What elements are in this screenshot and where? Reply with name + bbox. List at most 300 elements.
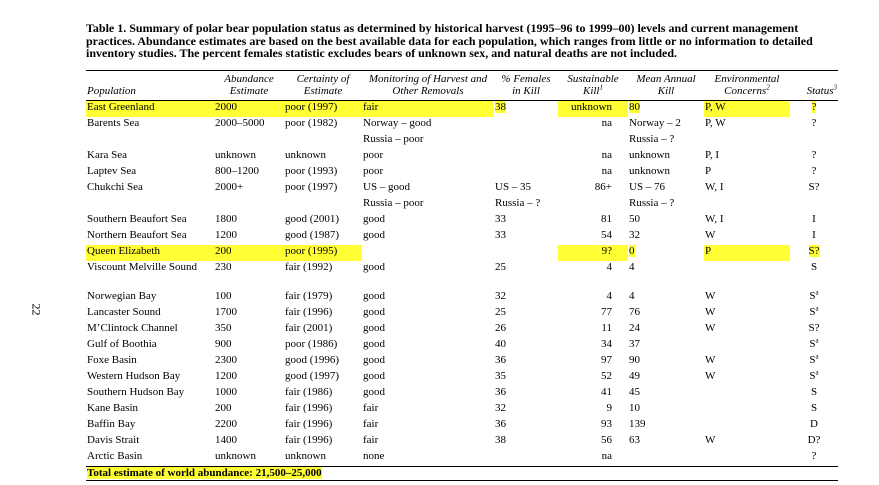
mean-kill-cell xyxy=(628,434,704,450)
monitoring-cell-text: Norway – good xyxy=(363,117,432,129)
header-status: Status$^3$ xyxy=(790,71,838,101)
certainty-cell-text: fair (1996) xyxy=(285,434,333,446)
population-cell-text: Viscount Melville Sound xyxy=(87,261,197,273)
sustainable-cell xyxy=(558,213,628,229)
status-cell xyxy=(790,370,838,386)
status-cell-text: I xyxy=(812,213,816,225)
mean-kill-cell-text: 24 xyxy=(629,322,640,334)
mean-kill-cell-text: 37 xyxy=(629,338,640,350)
sustainable-cell-text: 9? xyxy=(601,245,612,257)
environmental-cell-text: W xyxy=(705,322,716,334)
mean-kill-cell-text: unknown xyxy=(629,165,670,177)
header-certainty: Certainty of Estimate xyxy=(284,71,362,101)
certainty-cell xyxy=(284,229,362,245)
table-row xyxy=(86,402,838,418)
females-cell xyxy=(494,213,558,229)
table-row xyxy=(86,386,838,402)
population-cell xyxy=(86,386,214,402)
sustainable-cell-text: 34 xyxy=(601,338,612,350)
environmental-cell xyxy=(704,306,790,322)
abundance-cell xyxy=(214,133,284,149)
status-cell xyxy=(790,149,838,165)
table-row xyxy=(86,418,838,434)
sustainable-cell-text: na xyxy=(601,450,612,462)
population-cell-text: M’Clintock Channel xyxy=(87,322,178,334)
certainty-cell xyxy=(284,165,362,181)
abundance-cell xyxy=(214,322,284,338)
page-number: 22 xyxy=(29,303,44,316)
status-cell-text: ? xyxy=(811,450,817,462)
sustainable-cell xyxy=(558,370,628,386)
mean-kill-cell-text: 4 xyxy=(629,261,635,273)
abundance-cell-text: 1000 xyxy=(215,386,237,398)
population-cell-text: Western Hudson Bay xyxy=(87,370,181,382)
sustainable-cell xyxy=(558,165,628,181)
table-row xyxy=(86,181,838,197)
females-cell xyxy=(494,290,558,306)
table-row xyxy=(86,213,838,229)
females-cell xyxy=(494,245,558,261)
environmental-cell-text: P xyxy=(705,165,712,177)
status-cell xyxy=(790,434,838,450)
status-footnote-mark: a xyxy=(815,368,819,377)
females-cell xyxy=(494,338,558,354)
abundance-cell xyxy=(214,197,284,213)
header-population: Population xyxy=(86,71,214,101)
females-cell-text: 26 xyxy=(495,322,506,334)
abundance-cell-text: 2000 xyxy=(215,101,237,113)
environmental-cell-text: P, W xyxy=(705,117,726,129)
header-females: % Females in Kill xyxy=(494,71,558,101)
abundance-cell-text: 1800 xyxy=(215,213,237,225)
mean-kill-cell xyxy=(628,402,704,418)
status-cell-text: S? xyxy=(808,245,820,257)
sustainable-cell-text: 77 xyxy=(601,306,612,318)
monitoring-cell-text: Russia – poor xyxy=(363,197,424,209)
certainty-cell xyxy=(284,181,362,197)
table-row xyxy=(86,338,838,354)
monitoring-cell-text: US – good xyxy=(363,181,411,193)
mean-kill-cell-text: Russia – ? xyxy=(629,133,675,145)
environmental-cell xyxy=(704,101,790,118)
status-footnote-mark: a xyxy=(815,304,819,313)
status-cell-text: S xyxy=(809,354,816,366)
abundance-cell-text: 1700 xyxy=(215,306,237,318)
sustainable-cell xyxy=(558,181,628,197)
environmental-cell xyxy=(704,434,790,450)
population-cell-text: Lancaster Sound xyxy=(87,306,161,318)
certainty-cell-text: good (1996) xyxy=(285,354,340,366)
certainty-cell-text: good (1997) xyxy=(285,370,340,382)
mean-kill-cell xyxy=(628,245,704,261)
certainty-cell-text: fair (1996) xyxy=(285,306,333,318)
monitoring-cell xyxy=(362,370,494,386)
population-cell-text: Laptev Sea xyxy=(87,165,137,177)
sustainable-cell xyxy=(558,338,628,354)
monitoring-cell-text: fair xyxy=(363,101,379,113)
mean-kill-cell xyxy=(628,261,704,290)
monitoring-cell xyxy=(362,149,494,165)
abundance-cell xyxy=(214,149,284,165)
sustainable-cell-text: unknown xyxy=(571,101,612,113)
certainty-cell-text: poor (1982) xyxy=(285,117,338,129)
status-cell xyxy=(790,133,838,149)
status-cell xyxy=(790,181,838,197)
certainty-cell xyxy=(284,290,362,306)
mean-kill-cell-text: 90 xyxy=(629,354,640,366)
abundance-cell-text: 350 xyxy=(215,322,232,334)
abundance-cell xyxy=(214,117,284,133)
status-cell xyxy=(790,261,838,290)
population-cell xyxy=(86,370,214,386)
sustainable-cell-text: 4 xyxy=(606,290,612,302)
monitoring-cell-text: good xyxy=(363,370,385,382)
abundance-cell xyxy=(214,370,284,386)
females-cell xyxy=(494,434,558,450)
table-row xyxy=(86,370,838,386)
monitoring-cell-text: Russia – poor xyxy=(363,133,424,145)
table-body xyxy=(86,101,838,467)
environmental-cell xyxy=(704,165,790,181)
status-cell xyxy=(790,322,838,338)
monitoring-cell-text: good xyxy=(363,306,385,318)
sustainable-cell xyxy=(558,434,628,450)
mean-kill-cell-text: 76 xyxy=(629,306,640,318)
certainty-cell-text: unknown xyxy=(285,450,326,462)
abundance-cell-text: 2000–5000 xyxy=(215,117,265,129)
abundance-cell-text: 230 xyxy=(215,261,232,273)
monitoring-cell xyxy=(362,261,494,290)
population-cell-text: Southern Hudson Bay xyxy=(87,386,185,398)
mean-kill-cell-text: 32 xyxy=(629,229,640,241)
abundance-cell xyxy=(214,418,284,434)
environmental-cell xyxy=(704,181,790,197)
monitoring-cell xyxy=(362,386,494,402)
environmental-cell xyxy=(704,354,790,370)
monitoring-cell xyxy=(362,322,494,338)
mean-kill-cell xyxy=(628,290,704,306)
monitoring-cell-text: poor xyxy=(363,149,384,161)
population-cell-text: Queen Elizabeth xyxy=(87,245,160,257)
status-cell-text: S xyxy=(809,370,816,382)
monitoring-cell xyxy=(362,245,494,261)
table-row xyxy=(86,290,838,306)
mean-kill-cell-text: 45 xyxy=(629,386,640,398)
certainty-cell xyxy=(284,197,362,213)
certainty-cell xyxy=(284,101,362,118)
population-cell xyxy=(86,434,214,450)
certainty-cell xyxy=(284,117,362,133)
certainty-cell xyxy=(284,261,362,290)
status-cell xyxy=(790,306,838,322)
monitoring-cell xyxy=(362,117,494,133)
sustainable-cell xyxy=(558,450,628,467)
females-cell xyxy=(494,165,558,181)
certainty-cell-text: fair (1986) xyxy=(285,386,333,398)
abundance-cell-text: 2000+ xyxy=(215,181,244,193)
status-cell-text: S? xyxy=(808,322,820,334)
sustainable-cell-text: 9 xyxy=(606,402,612,414)
certainty-cell xyxy=(284,418,362,434)
mean-kill-cell-text: US – 76 xyxy=(629,181,666,193)
abundance-cell xyxy=(214,450,284,467)
certainty-cell xyxy=(284,213,362,229)
sustainable-cell-text: 4 xyxy=(606,261,612,273)
status-cell-text: S xyxy=(810,402,818,414)
status-cell-text: ? xyxy=(811,149,817,161)
table-row xyxy=(86,101,838,118)
table-row xyxy=(86,117,838,133)
females-cell xyxy=(494,418,558,434)
population-cell-text: Barents Sea xyxy=(87,117,140,129)
mean-kill-cell-text: 10 xyxy=(629,402,640,414)
abundance-cell-text: 200 xyxy=(215,245,232,257)
environmental-cell xyxy=(704,245,790,261)
monitoring-cell xyxy=(362,181,494,197)
mean-kill-cell xyxy=(628,418,704,434)
sustainable-cell-text: na xyxy=(601,149,612,161)
status-cell-text: S xyxy=(810,386,818,398)
population-cell xyxy=(86,338,214,354)
header-monitoring: Monitoring of Harvest and Other Removals xyxy=(362,71,494,101)
environmental-cell-text: P, W xyxy=(705,101,726,113)
certainty-cell-text: fair (1992) xyxy=(285,261,333,273)
sustainable-cell-text: 41 xyxy=(601,386,612,398)
environmental-cell-text: P xyxy=(705,245,712,257)
abundance-cell xyxy=(214,434,284,450)
abundance-cell-text: 2200 xyxy=(215,418,237,430)
mean-kill-cell xyxy=(628,306,704,322)
status-cell-text: ? xyxy=(811,165,817,177)
sustainable-cell xyxy=(558,117,628,133)
certainty-cell-text: poor (1997) xyxy=(285,101,338,113)
table-row xyxy=(86,149,838,165)
monitoring-cell-text: none xyxy=(363,450,385,462)
abundance-cell-text: 2300 xyxy=(215,354,237,366)
mean-kill-cell xyxy=(628,386,704,402)
abundance-cell-text: 1400 xyxy=(215,434,237,446)
table-row xyxy=(86,450,838,467)
abundance-cell-text: 100 xyxy=(215,290,232,302)
certainty-cell-text: unknown xyxy=(285,149,326,161)
abundance-cell xyxy=(214,386,284,402)
environmental-cell-text: W, I xyxy=(705,181,724,193)
status-cell-text: S xyxy=(809,306,816,318)
certainty-cell xyxy=(284,402,362,418)
females-cell-text: 25 xyxy=(495,261,506,273)
header-abundance: Abundance Estimate xyxy=(214,71,284,101)
environmental-cell xyxy=(704,213,790,229)
abundance-cell-text: 200 xyxy=(215,402,232,414)
status-cell xyxy=(790,418,838,434)
mean-kill-cell-text: 63 xyxy=(629,434,640,446)
females-cell xyxy=(494,306,558,322)
monitoring-cell xyxy=(362,213,494,229)
table-row xyxy=(86,229,838,245)
sustainable-cell xyxy=(558,386,628,402)
environmental-cell xyxy=(704,402,790,418)
status-cell xyxy=(790,354,838,370)
abundance-cell-text: 1200 xyxy=(215,370,237,382)
population-cell xyxy=(86,402,214,418)
females-cell xyxy=(494,370,558,386)
table-caption: Table 1. Summary of polar bear population status as determined by historical harvest (1995–96 to 1999–00) levels and current management practices. Abundance estimates are based on the best available data for each population, which ranges from little or no information to detailed inventory studies. The percent females statistic excludes bears of unknown sex, and natural deaths are not included. xyxy=(86,21,813,61)
environmental-cell xyxy=(704,338,790,354)
monitoring-cell-text: good xyxy=(363,229,385,241)
table-row xyxy=(86,306,838,322)
sustainable-cell-text: na xyxy=(601,165,612,177)
mean-kill-cell xyxy=(628,338,704,354)
monitoring-cell xyxy=(362,418,494,434)
abundance-cell xyxy=(214,306,284,322)
monitoring-cell-text: fair xyxy=(363,418,379,430)
monitoring-cell-text: fair xyxy=(363,402,379,414)
environmental-cell-text: W xyxy=(705,290,716,302)
mean-kill-cell xyxy=(628,165,704,181)
mean-kill-cell xyxy=(628,117,704,133)
monitoring-cell-text: good xyxy=(363,354,385,366)
population-cell xyxy=(86,101,214,118)
abundance-cell xyxy=(214,261,284,290)
sustainable-cell xyxy=(558,290,628,306)
certainty-cell xyxy=(284,434,362,450)
females-cell-text: 36 xyxy=(495,418,506,430)
status-footnote-mark: a xyxy=(815,352,819,361)
females-cell-text: 33 xyxy=(495,229,506,241)
environmental-cell xyxy=(704,149,790,165)
mean-kill-cell-text: 4 xyxy=(629,290,635,302)
certainty-cell-text: fair (1996) xyxy=(285,418,333,430)
header-sustainable: Sustainable Kill$^1$ xyxy=(558,71,628,101)
environmental-cell-text: W xyxy=(705,370,716,382)
certainty-cell xyxy=(284,386,362,402)
population-cell-text: Chukchi Sea xyxy=(87,181,143,193)
table-row xyxy=(86,133,838,149)
population-cell xyxy=(86,245,214,261)
status-cell xyxy=(790,386,838,402)
status-cell-text: S xyxy=(809,338,816,350)
population-cell xyxy=(86,354,214,370)
monitoring-cell xyxy=(362,197,494,213)
sustainable-cell-text: 93 xyxy=(601,418,612,430)
environmental-cell xyxy=(704,290,790,306)
environmental-cell-text: W xyxy=(705,229,716,241)
status-cell xyxy=(790,402,838,418)
mean-kill-cell-text: Russia – ? xyxy=(629,197,675,209)
sustainable-cell-text: 86+ xyxy=(594,181,612,193)
monitoring-cell xyxy=(362,101,494,118)
certainty-cell-text: poor (1986) xyxy=(285,338,338,350)
environmental-cell xyxy=(704,386,790,402)
females-cell xyxy=(494,261,558,290)
monitoring-cell-text: good xyxy=(363,213,385,225)
environmental-cell xyxy=(704,370,790,386)
population-cell-text: Norwegian Bay xyxy=(87,290,157,302)
mean-kill-cell xyxy=(628,101,704,118)
mean-kill-cell xyxy=(628,229,704,245)
status-cell xyxy=(790,213,838,229)
mean-kill-cell xyxy=(628,213,704,229)
status-cell xyxy=(790,197,838,213)
females-cell xyxy=(494,322,558,338)
table-row xyxy=(86,354,838,370)
mean-kill-cell xyxy=(628,181,704,197)
population-cell xyxy=(86,197,214,213)
females-cell xyxy=(494,149,558,165)
status-cell xyxy=(790,117,838,133)
status-cell xyxy=(790,450,838,467)
environmental-cell xyxy=(704,133,790,149)
certainty-cell-text: poor (1995) xyxy=(285,245,338,257)
environmental-cell-text: W xyxy=(705,306,716,318)
mean-kill-cell-text: 49 xyxy=(629,370,640,382)
environmental-cell xyxy=(704,117,790,133)
females-cell xyxy=(494,354,558,370)
table-row xyxy=(86,165,838,181)
abundance-cell-text: 1200 xyxy=(215,229,237,241)
polar-bear-table xyxy=(86,70,838,481)
females-cell xyxy=(494,181,558,197)
mean-kill-cell-text: 50 xyxy=(629,213,640,225)
mean-kill-cell-text: Norway – 2 xyxy=(629,117,681,129)
population-cell xyxy=(86,290,214,306)
females-cell xyxy=(494,386,558,402)
mean-kill-cell-text: 80 xyxy=(629,101,640,113)
abundance-cell-text: unknown xyxy=(215,149,256,161)
abundance-cell xyxy=(214,245,284,261)
environmental-cell-text: W, I xyxy=(705,213,724,225)
sustainable-cell xyxy=(558,306,628,322)
environmental-cell xyxy=(704,229,790,245)
abundance-cell xyxy=(214,354,284,370)
mean-kill-cell-text: unknown xyxy=(629,149,670,161)
status-cell-text: S? xyxy=(808,181,820,193)
females-cell-text: US – 35 xyxy=(495,181,532,193)
status-cell-text: ? xyxy=(811,101,817,113)
population-cell xyxy=(86,165,214,181)
table-row xyxy=(86,197,838,213)
certainty-cell-text: fair (1979) xyxy=(285,290,333,302)
females-cell-text: 32 xyxy=(495,290,506,302)
sustainable-cell xyxy=(558,418,628,434)
females-cell-text: 25 xyxy=(495,306,506,318)
population-cell-text: Gulf of Boothia xyxy=(87,338,157,350)
population-cell xyxy=(86,322,214,338)
population-cell-text: Kara Sea xyxy=(87,149,128,161)
table-row xyxy=(86,322,838,338)
sustainable-cell xyxy=(558,261,628,290)
mean-kill-cell xyxy=(628,322,704,338)
monitoring-cell-text: good xyxy=(363,386,385,398)
females-cell-text: 36 xyxy=(495,386,506,398)
certainty-cell xyxy=(284,354,362,370)
certainty-cell-text: fair (1996) xyxy=(285,402,333,414)
population-cell xyxy=(86,261,214,290)
environmental-cell xyxy=(704,261,790,290)
sustainable-cell-text: 52 xyxy=(601,370,612,382)
monitoring-cell-text: good xyxy=(363,290,385,302)
status-footnote-mark: a xyxy=(815,336,819,345)
monitoring-cell xyxy=(362,338,494,354)
population-cell-text: Arctic Basin xyxy=(87,450,143,462)
environmental-cell xyxy=(704,418,790,434)
population-cell xyxy=(86,213,214,229)
abundance-cell xyxy=(214,402,284,418)
sustainable-cell-text: na xyxy=(601,117,612,129)
table-row xyxy=(86,434,838,450)
sustainable-cell xyxy=(558,133,628,149)
mean-kill-cell-text: 0 xyxy=(629,245,635,257)
